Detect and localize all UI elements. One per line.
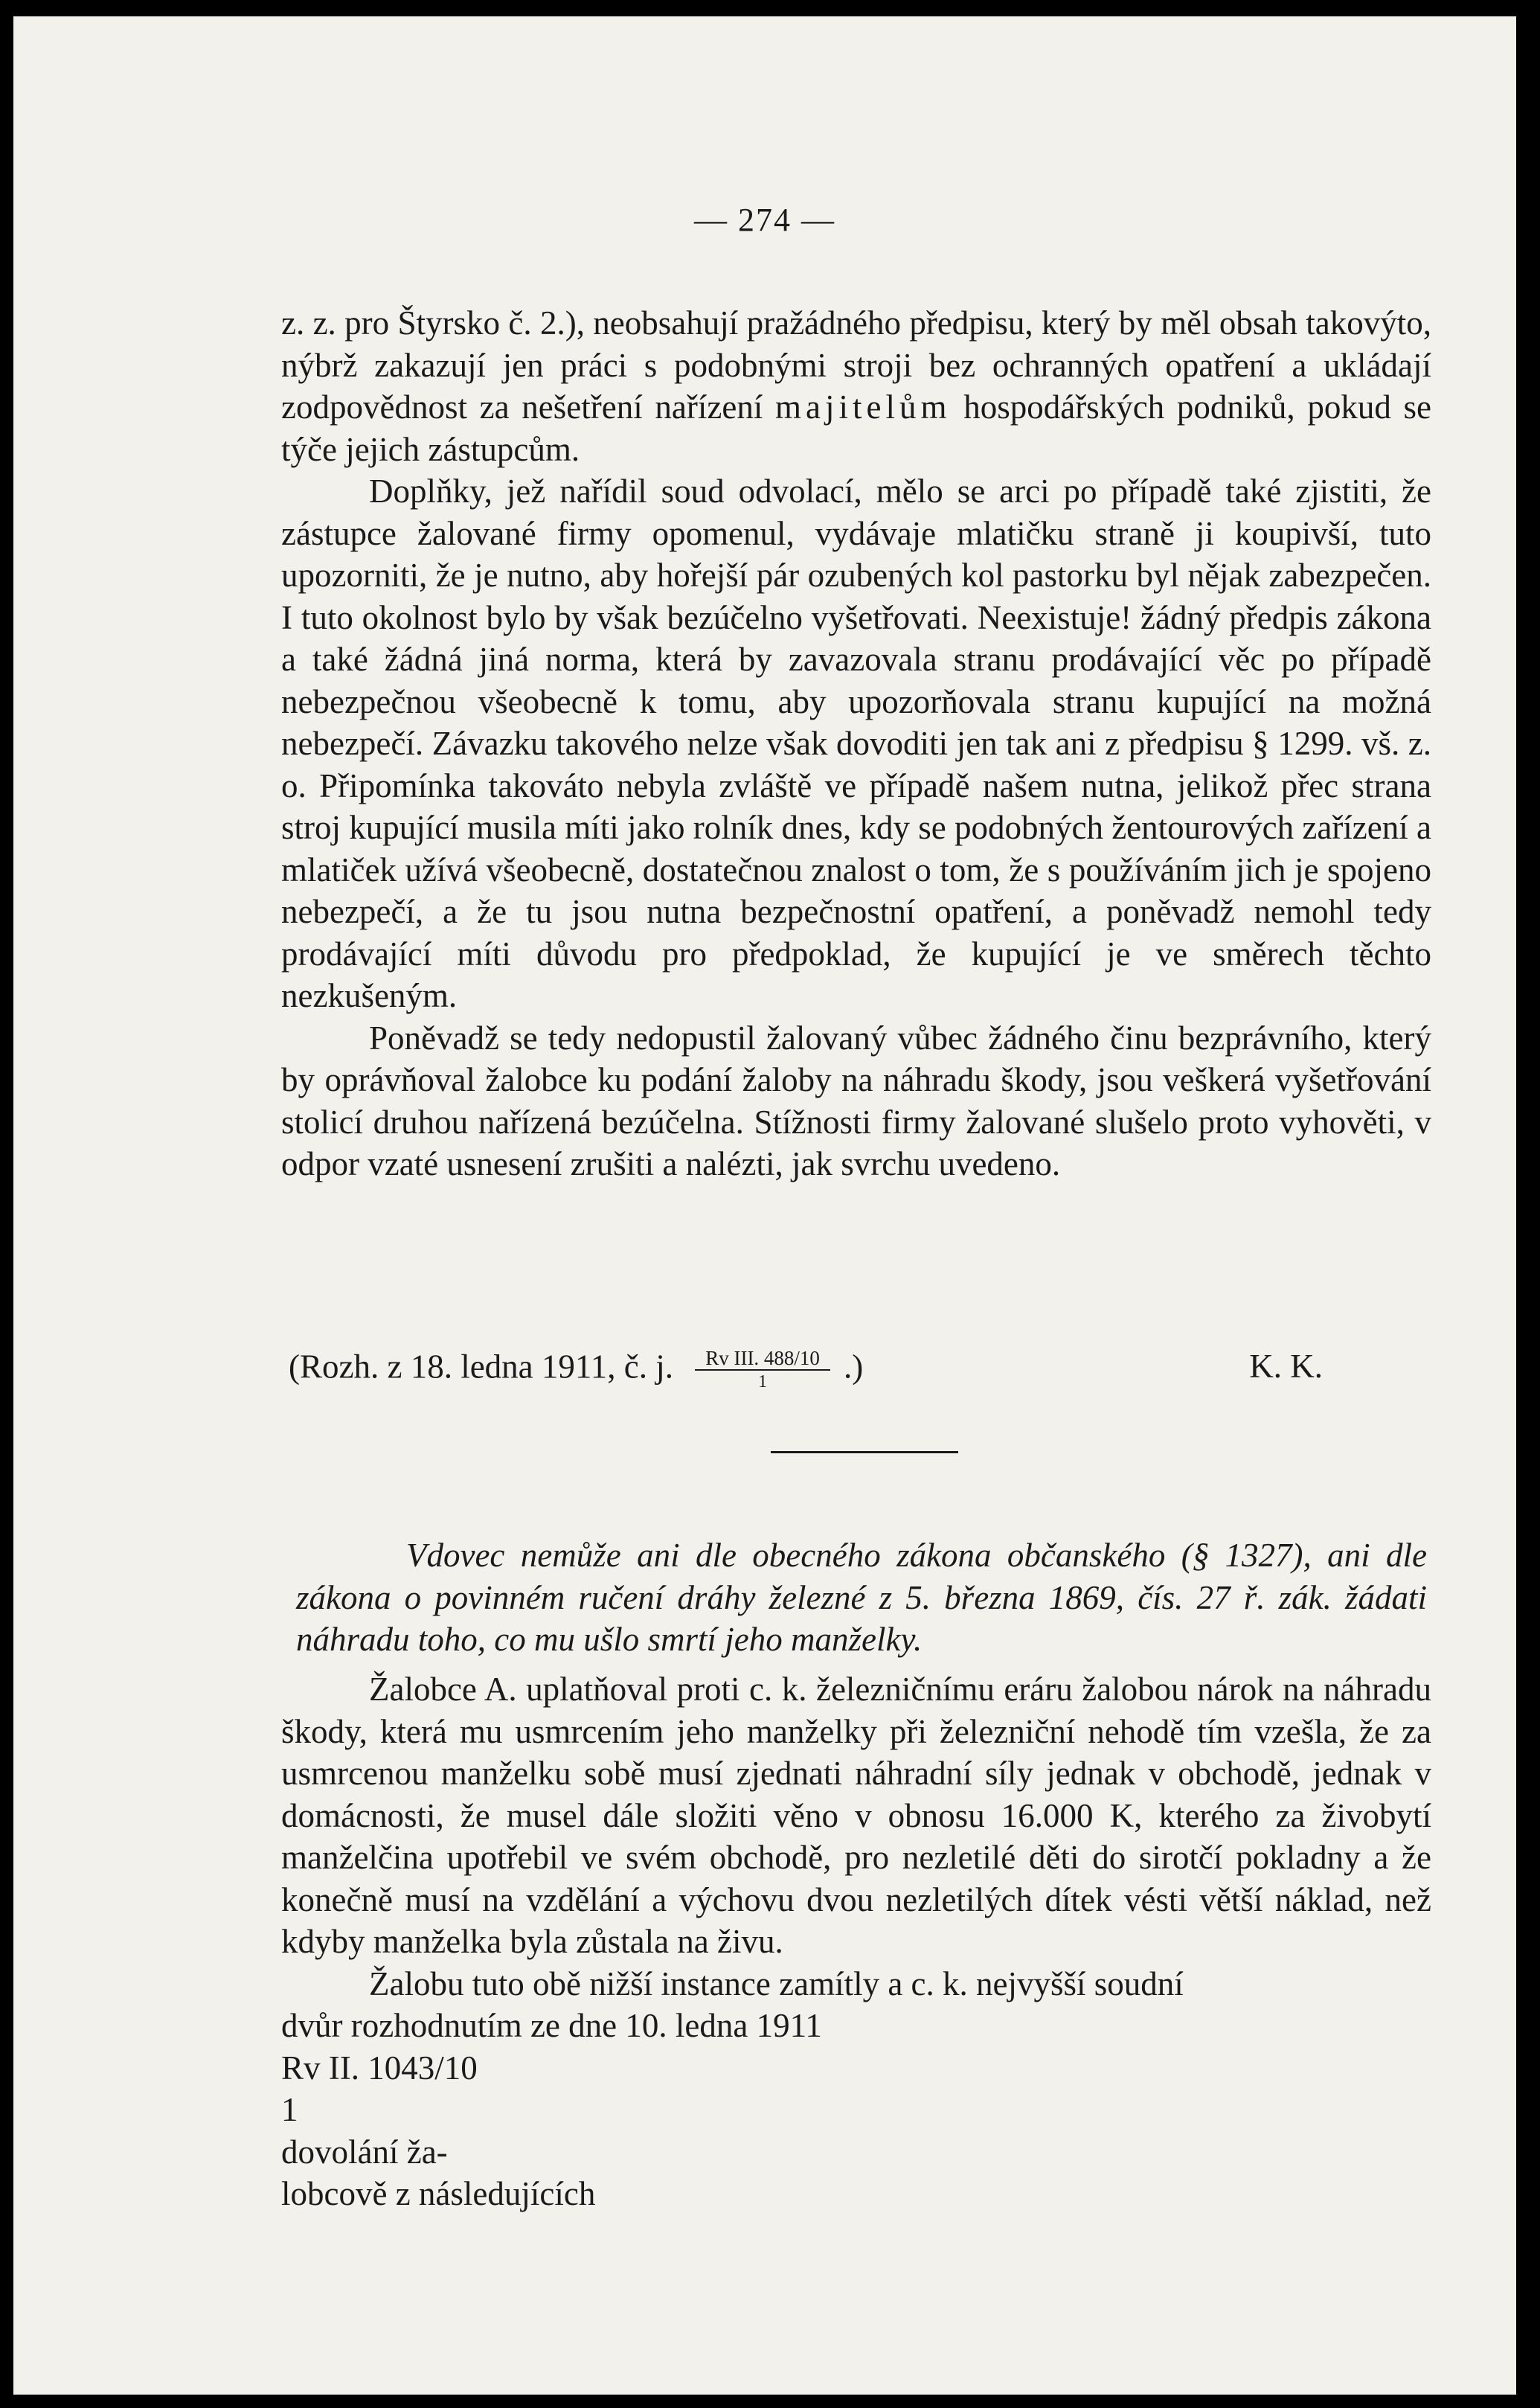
paragraph-3: Poněvadž se tedy nedopustil žalovaný vůbec žádného činu bezprávního, který by oprávňoval žalobce ku podání žaloby na náhradu škody, jsou veškerá vyšetřování stolicí druhou nařízená bezúčelna. Stížnosti firmy žalované slušelo proto vyhověti, v odpor vzaté usnesení zrušiti a nalézti, jak svrchu uvedeno. (281, 1019, 1431, 1182)
ruling-numerator: Rv II. 1043/10 (281, 2049, 478, 2087)
paragraph-1-tail: hospodářských podniků, pokud se týče jejich zástupcům. (281, 388, 1431, 468)
headnote: Vdovec nemůže ani dle obecného zákona občanského (§ 1327), ani dle zákona o povinném ručení dráhy železné z 5. března 1869, čís. 27 ř. zák. žádati náhradu toho, co mu ušlo smrtí jeho manželky. (296, 1537, 1427, 1658)
ruling-suffix: dovolání ža- (281, 2133, 448, 2171)
paragraph-5-line-2 (281, 2005, 1431, 2047)
citation-denominator: 1 (758, 1372, 768, 1392)
ruling-denominator: 1 (281, 2091, 298, 2128)
second-text-block (281, 1668, 1431, 2215)
section-divider (771, 1451, 958, 1453)
citation-fraction (695, 1347, 830, 1393)
decision-reference (289, 1347, 1323, 1393)
paragraph-5-line-1: Žalobu tuto obě nižší instance zamítly a c. k. nejvyšší soudní (369, 1964, 1184, 2002)
paragraph-5-line-3: lobcově z následujících (281, 2175, 596, 2212)
spaced-emphasis: majitelům (775, 388, 952, 426)
document-page (13, 16, 1516, 2395)
paragraph-1 (281, 302, 1431, 470)
paragraph-4: Žalobce A. uplatňoval proti c. k. železničnímu eráru žalobou nárok na náhradu škody, která mu usmrcením jeho manželky při železniční nehodě tím vzešla, že za usmrcenou manželku sobě musí zjednati náhradní síly jednak v obchodě, jednak v domácnosti, že musel dále složiti věno v obnosu 16.000 K, kterého za živobytí manželčina upotřebil ve svém obchodě, pro nezletilé děti do sirotčí pokladny a že konečně musí na vzdělání a výchovu dvou nezletilých dítek vésti větší náklad, než kdyby manželka byla zůstala na živu. (281, 1671, 1431, 1960)
citation-numerator: Rv III. 488/10 (695, 1347, 830, 1371)
citation-suffix: .) (843, 1348, 864, 1386)
citation-prefix: (Rozh. z 18. ledna 1911, č. j. (289, 1348, 673, 1386)
author-initials: K. K. (1249, 1348, 1323, 1385)
ruling-prefix: dvůr rozhodnutím ze dne 10. ledna 1911 (281, 2007, 822, 2044)
page-number: — 274 — (694, 202, 835, 238)
decision-citation (289, 1347, 863, 1393)
main-text-block (281, 302, 1431, 1185)
paragraph-2: Doplňky, jež nařídil soud odvolací, mělo se arci po případě také zjistiti, že zástupce žalované firmy opomenul, vydávaje mlatičku straně ji koupivší, tuto upozorniti, že je nutno, aby hořejší pár ozubených kol pastorku byl nějak zabezpečen. I tuto okolnost bylo by však bezúčelno vyšetřovati. Neexistuje! žádný předpis zákona a také žádná jiná norma, která by zavazovala stranu prodávající věc po případě nebezpečnou všeobecně k tomu, aby upozorňovala stranu kupující na možná nebezpečí. Závazku takového nelze však dovoditi jen tak ani z předpisu § 1299. vš. z. o. Připomínka takováto nebyla zvláště ve případě našem nutna, jelikož přec strana stroj kupující musila míti jako rolník dnes, kdy se podobných žentourových zařízení a mlatiček užívá všeobecně, dostatečnou znalost o tom, že s používáním jich je spojeno nebezpečí, a že tu jsou nutna bezpečnostní opatření, a poněvadž nemohl tedy prodávající míti důvodu pro předpoklad, že kupující je ve směrech těchto nezkušeným. (281, 473, 1431, 1014)
paragraph-1-text: z. z. pro Štyrsko č. 2.), neobsahují pražádného předpisu, který by měl obsah takovýto, nýbrž zakazují jen práci s podobnými stroji bez ochranných opatření a ukládají zodpovědnost za nešetření nařízení (281, 304, 1431, 426)
